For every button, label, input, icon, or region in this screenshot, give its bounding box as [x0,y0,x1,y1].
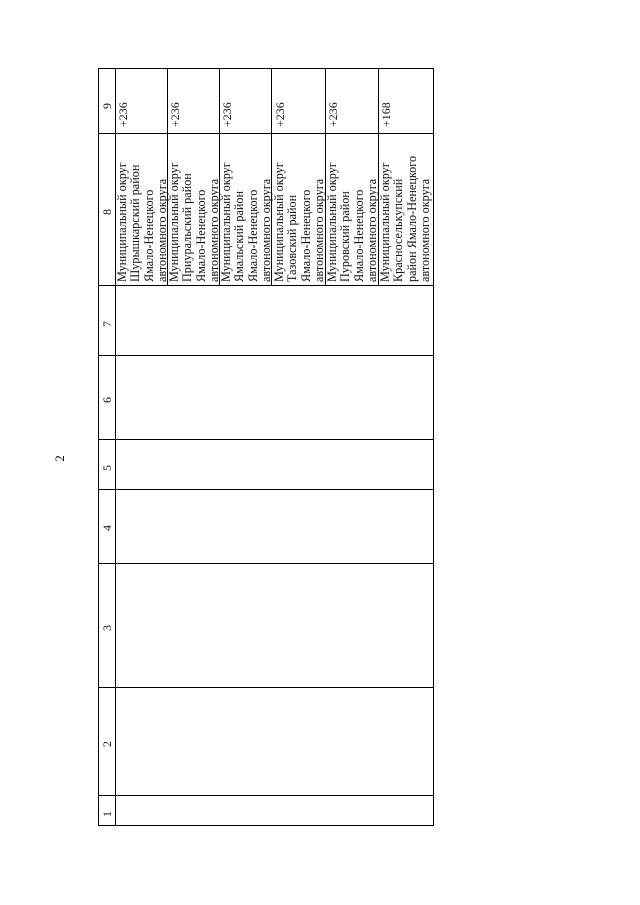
cell-row3-col8: Муниципальный округ Ямальский район Ямало-Ненецкого автономного округа [219,162,274,282]
column-header-5: 5 [100,465,114,471]
data-table [98,68,434,826]
cell-row3-col9: +236 [220,102,234,127]
cell-row2-col9: +236 [168,102,182,127]
column-header-4: 4 [100,525,114,531]
column-header-9: 9 [100,103,114,109]
cell-row5-col8: Муниципальный округ Пуровский район Ямало-Ненецкого автономного округа [325,162,380,282]
cell-row4-col8: Муниципальный округ Тазовский район Ямало-Ненецкого автономного округа [272,162,327,282]
cell-row2-col8: Муниципальный округ Приуральский район Ямало-Ненецкого автономного округа [167,162,222,282]
cell-row4-col9: +236 [273,102,287,127]
column-header-1: 1 [100,811,114,817]
cell-row1-col8: Муниципальный округ Шурышкарский район Ямало-Ненецкого автономного округа [115,162,170,282]
cell-row1-col9: +236 [116,102,130,127]
column-header-7: 7 [100,321,114,327]
cell-row6-col9: +168 [379,102,393,127]
column-header-8: 8 [100,209,114,215]
page-number: 2 [51,455,67,462]
column-header-6: 6 [100,397,114,403]
cell-row6-col8: Муниципальный округ Красноселькупский район Ямало-Ненецкого автономного округа [378,155,433,282]
cell-row5-col9: +236 [326,102,340,127]
column-header-3: 3 [100,625,114,631]
column-header-2: 2 [100,741,114,747]
